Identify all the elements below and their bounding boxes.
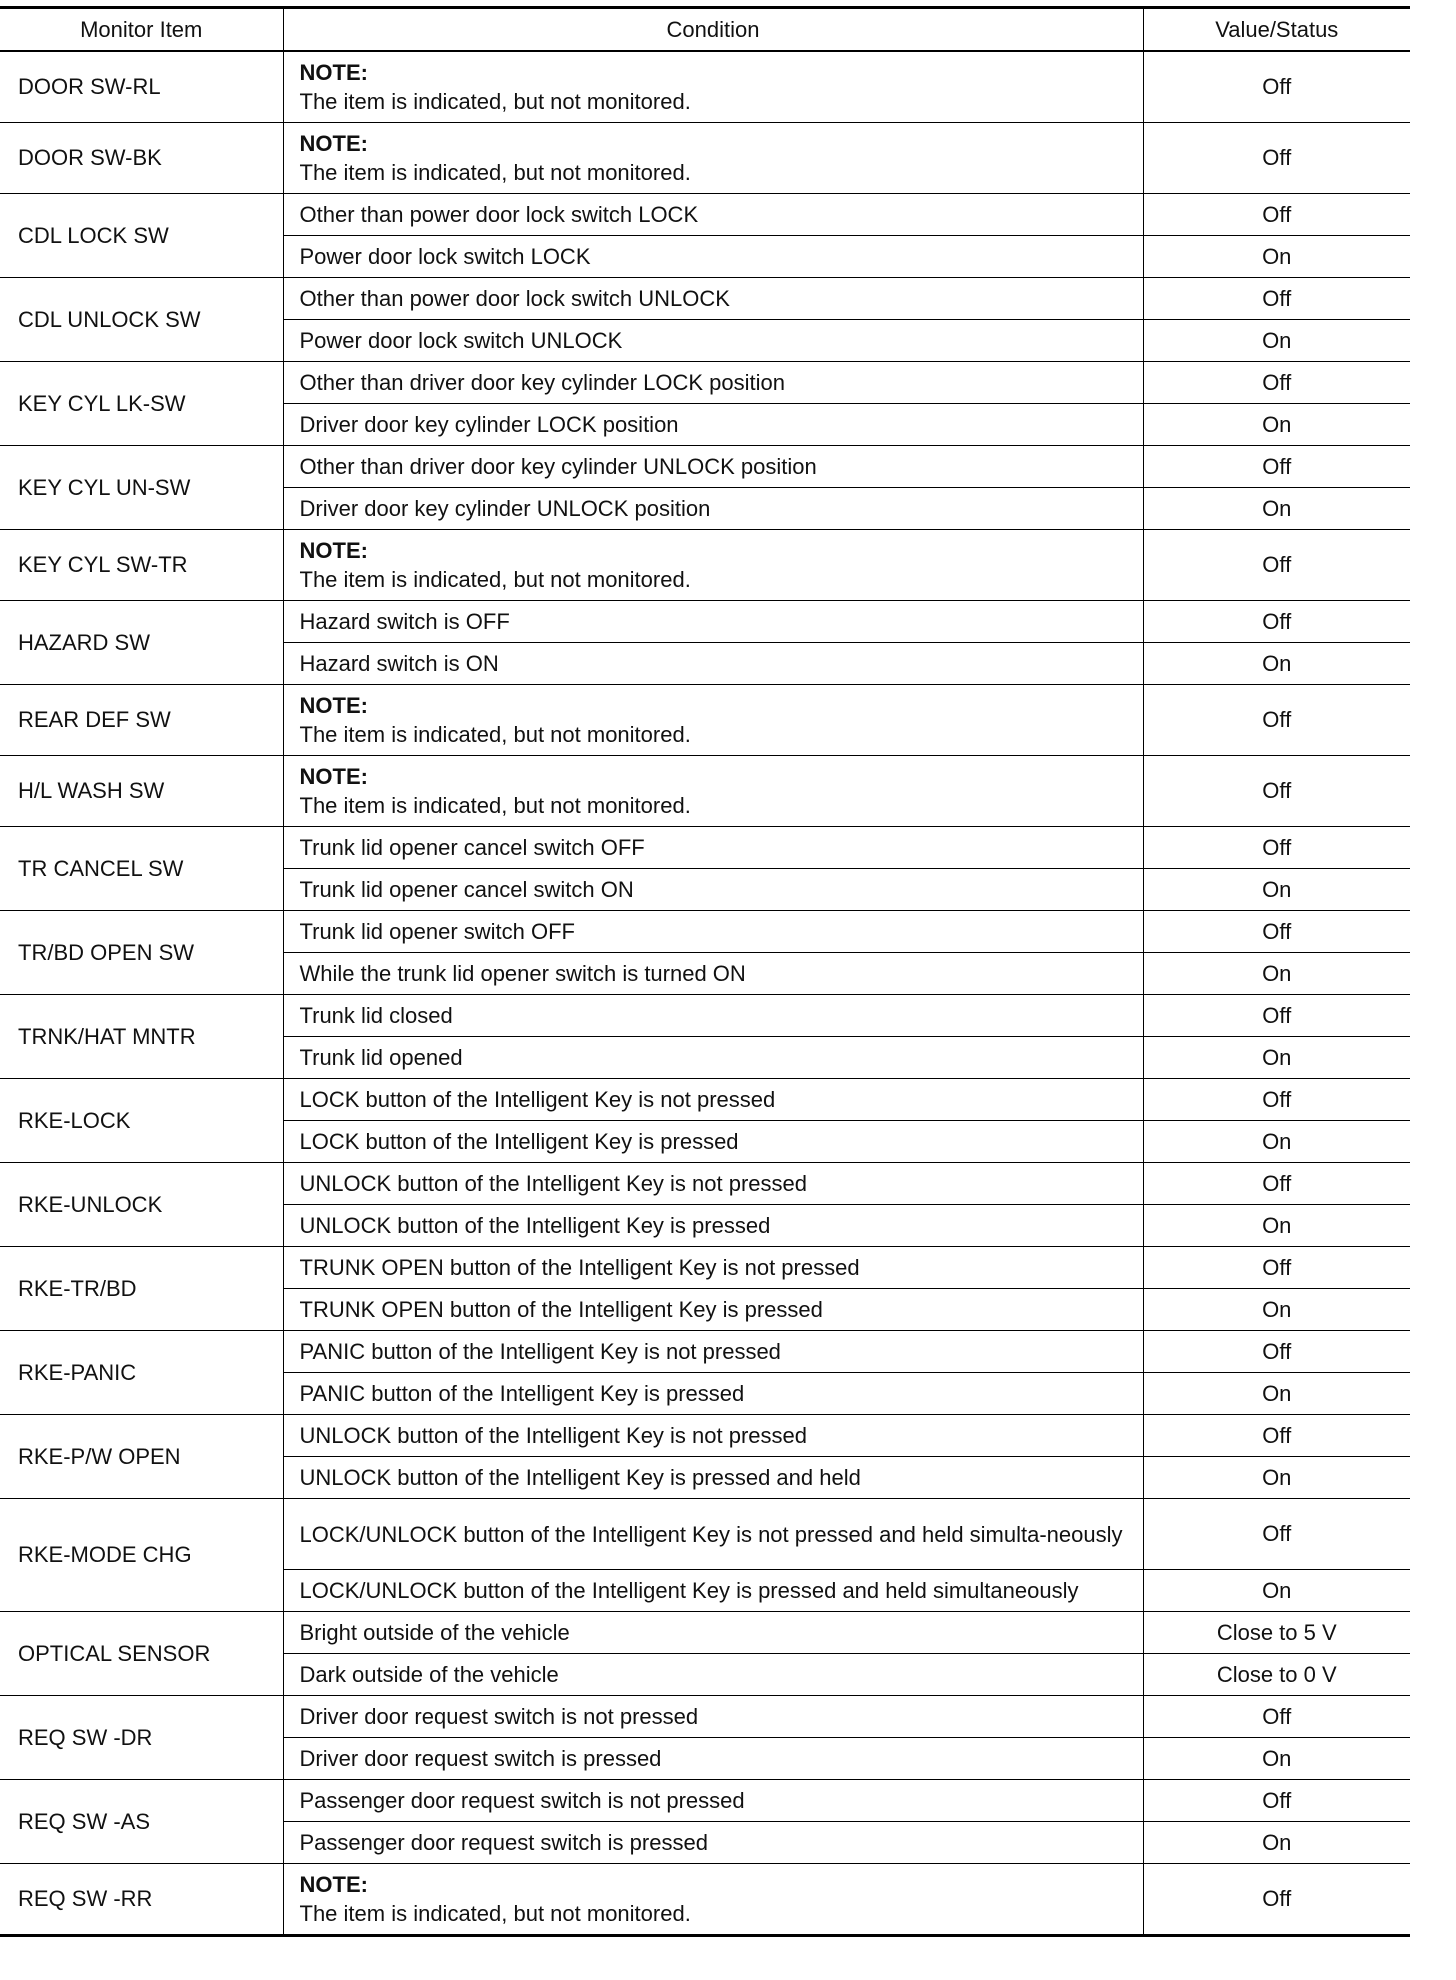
condition-cell: UNLOCK button of the Intelligent Key is pressed (283, 1205, 1143, 1247)
value-status-cell: Off (1143, 1864, 1410, 1936)
value-status-cell: Off (1143, 362, 1410, 404)
condition-cell (283, 51, 1143, 123)
table-row (0, 1499, 1410, 1570)
monitor-item-table (0, 6, 1410, 1937)
header-monitor-item: Monitor Item (0, 8, 283, 52)
value-status-cell: On (1143, 1373, 1410, 1415)
condition-cell: UNLOCK button of the Intelligent Key is pressed and held (283, 1457, 1143, 1499)
table-row (0, 362, 1410, 404)
monitor-item-cell: H/L WASH SW (0, 756, 283, 827)
monitor-item-cell: RKE-UNLOCK (0, 1163, 283, 1247)
note-text: The item is indicated, but not monitored. (299, 1901, 691, 1926)
condition-cell: PANIC button of the Intelligent Key is not pressed (283, 1331, 1143, 1373)
table-row (0, 530, 1410, 601)
value-status-cell: Off (1143, 194, 1410, 236)
table-row (0, 827, 1410, 869)
value-status-cell: On (1143, 643, 1410, 685)
table-row (0, 1415, 1410, 1457)
header-condition: Condition (283, 8, 1143, 52)
value-status-cell: Off (1143, 123, 1410, 194)
monitor-item-cell: RKE-PANIC (0, 1331, 283, 1415)
monitor-item-cell: REQ SW -RR (0, 1864, 283, 1936)
note-text: The item is indicated, but not monitored. (299, 722, 691, 747)
monitor-item-cell: KEY CYL LK-SW (0, 362, 283, 446)
table-row (0, 1079, 1410, 1121)
monitor-item-cell: OPTICAL SENSOR (0, 1612, 283, 1696)
value-status-cell: Off (1143, 601, 1410, 643)
condition-cell: Driver door request switch is not pressed (283, 1696, 1143, 1738)
note-label: NOTE: (299, 693, 368, 718)
condition-cell: PANIC button of the Intelligent Key is pressed (283, 1373, 1143, 1415)
condition-cell (283, 123, 1143, 194)
condition-cell: Hazard switch is OFF (283, 601, 1143, 643)
table-header (0, 8, 1410, 52)
condition-cell: Other than driver door key cylinder UNLOCK position (283, 446, 1143, 488)
value-status-cell: Off (1143, 1499, 1410, 1570)
condition-cell: TRUNK OPEN button of the Intelligent Key is not pressed (283, 1247, 1143, 1289)
table-body (0, 51, 1410, 1936)
value-status-cell: Off (1143, 685, 1410, 756)
monitor-item-cell: KEY CYL SW-TR (0, 530, 283, 601)
condition-cell: Other than power door lock switch UNLOCK (283, 278, 1143, 320)
value-status-cell: Off (1143, 827, 1410, 869)
monitor-item-cell: RKE-MODE CHG (0, 1499, 283, 1612)
table-row (0, 1696, 1410, 1738)
condition-cell (283, 756, 1143, 827)
table-row (0, 194, 1410, 236)
value-status-cell: On (1143, 1121, 1410, 1163)
table-row (0, 446, 1410, 488)
value-status-cell: On (1143, 1037, 1410, 1079)
condition-cell: Passenger door request switch is pressed (283, 1822, 1143, 1864)
value-status-cell: Off (1143, 530, 1410, 601)
condition-cell: Trunk lid opener cancel switch ON (283, 869, 1143, 911)
condition-cell: Trunk lid opener cancel switch OFF (283, 827, 1143, 869)
value-status-cell: On (1143, 1205, 1410, 1247)
condition-cell: Other than power door lock switch LOCK (283, 194, 1143, 236)
condition-cell: Passenger door request switch is not pressed (283, 1780, 1143, 1822)
monitor-item-cell: TR/BD OPEN SW (0, 911, 283, 995)
condition-cell: Trunk lid opened (283, 1037, 1143, 1079)
value-status-cell: Off (1143, 1079, 1410, 1121)
condition-cell: UNLOCK button of the Intelligent Key is not pressed (283, 1163, 1143, 1205)
condition-cell: LOCK/UNLOCK button of the Intelligent Key is pressed and held simultaneously (283, 1570, 1143, 1612)
value-status-cell: Close to 5 V (1143, 1612, 1410, 1654)
monitor-item-cell: KEY CYL UN-SW (0, 446, 283, 530)
monitor-item-cell: DOOR SW-RL (0, 51, 283, 123)
table-row (0, 1163, 1410, 1205)
value-status-cell: On (1143, 1738, 1410, 1780)
value-status-cell: Off (1143, 1331, 1410, 1373)
monitor-item-cell: REAR DEF SW (0, 685, 283, 756)
value-status-cell: On (1143, 320, 1410, 362)
note-label: NOTE: (299, 538, 368, 563)
note-label: NOTE: (299, 60, 368, 85)
note-text: The item is indicated, but not monitored. (299, 160, 691, 185)
monitor-item-cell: RKE-TR/BD (0, 1247, 283, 1331)
table-row (0, 685, 1410, 756)
condition-cell: Bright outside of the vehicle (283, 1612, 1143, 1654)
monitor-item-cell: RKE-P/W OPEN (0, 1415, 283, 1499)
note-label: NOTE: (299, 131, 368, 156)
header-row (0, 8, 1410, 52)
monitor-item-cell: TRNK/HAT MNTR (0, 995, 283, 1079)
condition-cell (283, 685, 1143, 756)
value-status-cell: On (1143, 1570, 1410, 1612)
condition-cell: Trunk lid closed (283, 995, 1143, 1037)
condition-cell: Power door lock switch UNLOCK (283, 320, 1143, 362)
monitor-item-cell: TR CANCEL SW (0, 827, 283, 911)
table-row (0, 51, 1410, 123)
value-status-cell: Off (1143, 1780, 1410, 1822)
table-row (0, 756, 1410, 827)
condition-cell: Other than driver door key cylinder LOCK position (283, 362, 1143, 404)
value-status-cell: Close to 0 V (1143, 1654, 1410, 1696)
monitor-item-cell: CDL LOCK SW (0, 194, 283, 278)
monitor-item-cell: REQ SW -DR (0, 1696, 283, 1780)
condition-cell: LOCK/UNLOCK button of the Intelligent Key is not pressed and held simulta-neously (283, 1499, 1143, 1570)
value-status-cell: Off (1143, 51, 1410, 123)
condition-cell: Power door lock switch LOCK (283, 236, 1143, 278)
value-status-cell: Off (1143, 995, 1410, 1037)
table-row (0, 1247, 1410, 1289)
header-value-status: Value/Status (1143, 8, 1410, 52)
value-status-cell: On (1143, 869, 1410, 911)
monitor-item-cell: CDL UNLOCK SW (0, 278, 283, 362)
value-status-cell: On (1143, 953, 1410, 995)
value-status-cell: Off (1143, 911, 1410, 953)
table-row (0, 601, 1410, 643)
condition-cell (283, 1864, 1143, 1936)
monitor-item-cell: RKE-LOCK (0, 1079, 283, 1163)
value-status-cell: On (1143, 236, 1410, 278)
monitor-item-cell: REQ SW -AS (0, 1780, 283, 1864)
value-status-cell: On (1143, 1822, 1410, 1864)
table-row (0, 1331, 1410, 1373)
note-text: The item is indicated, but not monitored. (299, 793, 691, 818)
table-row (0, 278, 1410, 320)
note-text: The item is indicated, but not monitored. (299, 89, 691, 114)
monitor-item-cell: DOOR SW-BK (0, 123, 283, 194)
monitor-table-container (0, 6, 1410, 1937)
value-status-cell: On (1143, 488, 1410, 530)
table-row (0, 995, 1410, 1037)
value-status-cell: On (1143, 1457, 1410, 1499)
condition-cell: Hazard switch is ON (283, 643, 1143, 685)
note-label: NOTE: (299, 1872, 368, 1897)
condition-cell: LOCK button of the Intelligent Key is not pressed (283, 1079, 1143, 1121)
condition-cell: While the trunk lid opener switch is turned ON (283, 953, 1143, 995)
value-status-cell: Off (1143, 278, 1410, 320)
value-status-cell: Off (1143, 1696, 1410, 1738)
table-row (0, 911, 1410, 953)
condition-cell: Driver door key cylinder UNLOCK position (283, 488, 1143, 530)
table-row (0, 123, 1410, 194)
condition-cell: Trunk lid opener switch OFF (283, 911, 1143, 953)
value-status-cell: Off (1143, 1415, 1410, 1457)
condition-cell: TRUNK OPEN button of the Intelligent Key is pressed (283, 1289, 1143, 1331)
table-row (0, 1612, 1410, 1654)
value-status-cell: On (1143, 404, 1410, 446)
monitor-item-cell: HAZARD SW (0, 601, 283, 685)
note-label: NOTE: (299, 764, 368, 789)
value-status-cell: Off (1143, 1163, 1410, 1205)
value-status-cell: Off (1143, 446, 1410, 488)
condition-cell: UNLOCK button of the Intelligent Key is not pressed (283, 1415, 1143, 1457)
table-row (0, 1780, 1410, 1822)
condition-cell: LOCK button of the Intelligent Key is pressed (283, 1121, 1143, 1163)
condition-cell: Driver door key cylinder LOCK position (283, 404, 1143, 446)
condition-cell: Dark outside of the vehicle (283, 1654, 1143, 1696)
value-status-cell: Off (1143, 1247, 1410, 1289)
condition-cell (283, 530, 1143, 601)
note-text: The item is indicated, but not monitored. (299, 567, 691, 592)
table-row (0, 1864, 1410, 1936)
value-status-cell: On (1143, 1289, 1410, 1331)
condition-cell: Driver door request switch is pressed (283, 1738, 1143, 1780)
value-status-cell: Off (1143, 756, 1410, 827)
